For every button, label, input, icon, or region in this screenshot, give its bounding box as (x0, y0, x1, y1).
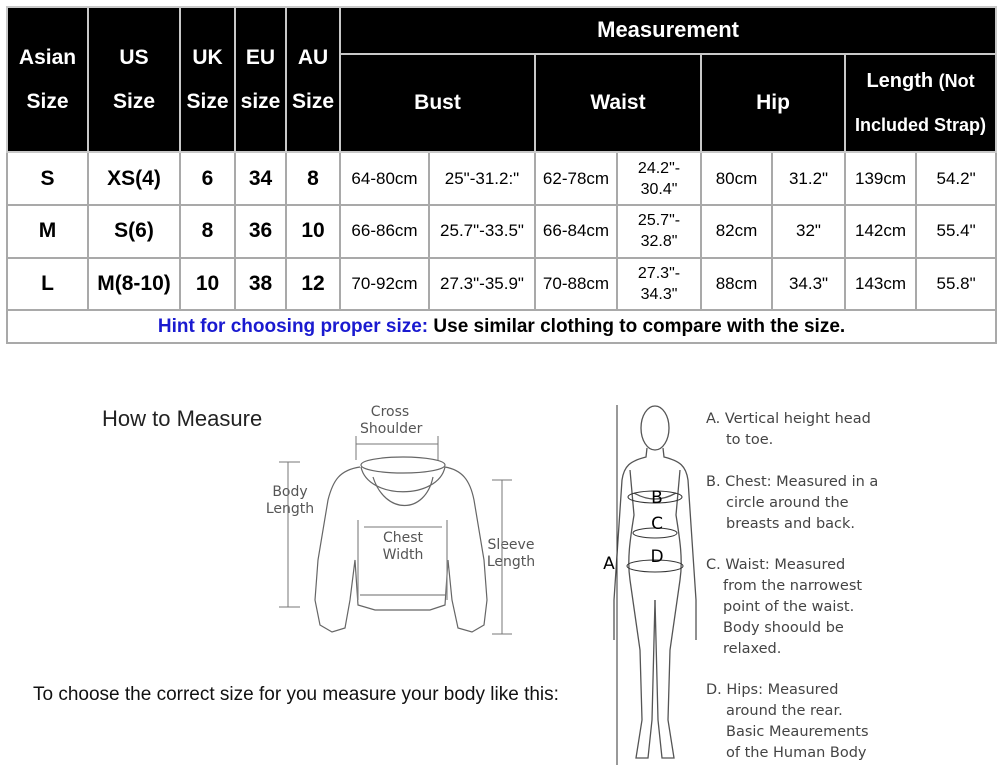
header-row-1 (7, 7, 996, 54)
table-row: L M(8-10) 10 38 12 70-92cm 27.3"-35.9" 70-88cm 27.3"- 34.3" 88cm 34.3" 143cm 55.8" (7, 258, 996, 311)
note-d: D. Hips: Measured around the rear. Basic Meaurements of the Human Body (706, 682, 869, 761)
hint-text: Use similar clothing to compare with the size. (433, 315, 846, 337)
hint-label: Hint for choosing proper size: (157, 315, 429, 337)
choose-size-instruction: To choose the correct size for you measure your body like this: (33, 684, 559, 705)
col-bust: Bust (340, 54, 535, 152)
body-measure-lines (617, 405, 683, 765)
table-row: S XS(4) 6 34 8 64-80cm 25"-31.2:" 62-78cm 24.2"- 30.4" 80cm 31.2" 139cm 54.2" (7, 152, 996, 205)
label-c: C (651, 514, 663, 534)
body-length-label: Body Length (265, 484, 315, 517)
note-c: C. Waist: Measured from the narrowest point of the waist. Body shoould be relaxed. (706, 557, 863, 657)
label-d: D (650, 547, 664, 567)
table-row: M S(6) 8 36 10 66-86cm 25.7"-33.5" 66-84cm 25.7"- 32.8" 82cm 32" 142cm 55.4" (7, 205, 996, 258)
col-au-size: AU Size (286, 7, 340, 152)
col-length: Length (Not Included Strap) (845, 54, 996, 152)
col-asian-size: Asian Size (7, 7, 88, 152)
note-a: A. Vertical height head to toe. (706, 411, 871, 448)
col-uk-size: UK Size (180, 7, 235, 152)
label-a: A (603, 554, 615, 574)
how-to-measure-title: How to Measure (102, 406, 263, 431)
measurement-header: Measurement (340, 7, 996, 54)
col-hip: Hip (701, 54, 845, 152)
hint-row (7, 310, 996, 343)
body-figure (614, 406, 696, 758)
label-b: B (651, 488, 663, 508)
sleeve-length-label: Sleeve Length (486, 537, 536, 570)
col-us-size: US Size (88, 7, 180, 152)
size-chart-table (6, 6, 997, 344)
chest-width-label: Chest Width (382, 530, 424, 563)
cross-shoulder-label: Cross Shoulder (360, 404, 423, 437)
col-waist: Waist (535, 54, 701, 152)
note-b: B. Chest: Measured in a circle around the breasts and back. (706, 474, 879, 532)
col-eu-size: EU size (235, 7, 286, 152)
